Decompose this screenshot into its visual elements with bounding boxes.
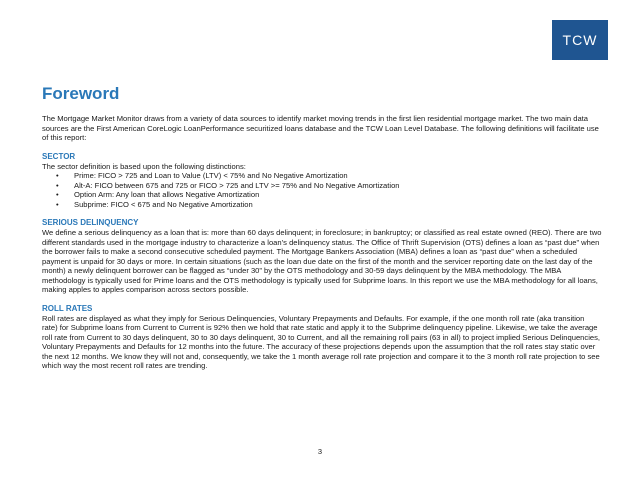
list-item: • Subprime: FICO < 675 and No Negative Amortization	[42, 200, 602, 210]
serious-delinquency-heading: SERIOUS DELINQUENCY	[42, 218, 139, 227]
list-item: • Alt-A: FICO between 675 and 725 or FICO > 725 and LTV >= 75% and No Negative Amortization	[42, 181, 602, 191]
list-item: • Option Arm: Any loan that allows Negative Amortization	[42, 190, 602, 200]
sector-heading: SECTOR	[42, 151, 76, 161]
tcw-logo	[552, 20, 608, 60]
page-number: 3	[317, 447, 323, 456]
roll-rates-heading: ROLL RATES	[42, 303, 93, 313]
intro-paragraph: The Mortgage Market Monitor draws from a variety of data sources to identify market moving trends in the first lien residential mortgage market. The two main data sources are the First American CoreLogic LoanPerformance securitized loans database and the TCW Loan Level Database. The following definitions will facilitate use of this report:	[42, 114, 599, 142]
sector-list	[42, 171, 602, 209]
logo-text: TCW	[562, 32, 598, 48]
list-item: • Prime: FICO > 725 and Loan to Value (LTV) < 75% and No Negative Amortization	[42, 171, 602, 181]
page-title: Foreword	[42, 84, 120, 103]
sector-lead: The sector definition is based upon the following distinctions:	[42, 161, 246, 171]
roll-rates-paragraph: Roll rates are displayed as what they imply for Serious Delinquencies, Voluntary Prepayments and Defaults. For example, if the one month roll rate (aka transition rate) for Subprime loans from Current to Current is 92% then we hold that rate static and apply it to the Subprime delinquency pipeline. Likewise, we take the average roll rate from Current to 30 days delinquent, 30 to 30 days delinquent, 30 to Current, and all the remaining roll pairs (63 in all) to project implied Serious Delinquencies, Voluntary Prepayments and Defaults for 12 months into the future. The accuracy of these projections depends upon the assumption that the roll rates stay static over the next 12 months. We know they will not and, consequently, we take the 1 month average roll rate projection and compare it to the 3 month roll rate projection to see which way the most recent roll rates are trending.	[42, 313, 601, 370]
document-body	[42, 114, 602, 371]
serious-delinquency-paragraph: We define a serious delinquency as a loan that is: more than 60 days delinquent; in foreclosure; in bankruptcy; or classified as real estate owned (REO). There are two different standards used in the mortgage industry to characterize a loan’s delinquency status. The Office of Thrift Supervision (OTS) defines a loan as “past due” when the borrower fails to make a second consecutive scheduled payment. The Mortgage Bankers Association (MBA) defines a loan as “past due” when a scheduled payment is unpaid for 30 days or more. In certain situations (such as the loan due date on the first of the month and the servicer reporting date on the last day of the month) a newly delinquent borrower can be flagged as “under 30” by the OTS methodology and 30-59 days delinquent by the MBA methodology. The MBA methodology is typically used for Prime loans and the OTS methodology is typically used for Subprime loans. In this report we use the MBA methodology for all loans, making apples to apples comparison across sectors possible.	[42, 228, 602, 294]
